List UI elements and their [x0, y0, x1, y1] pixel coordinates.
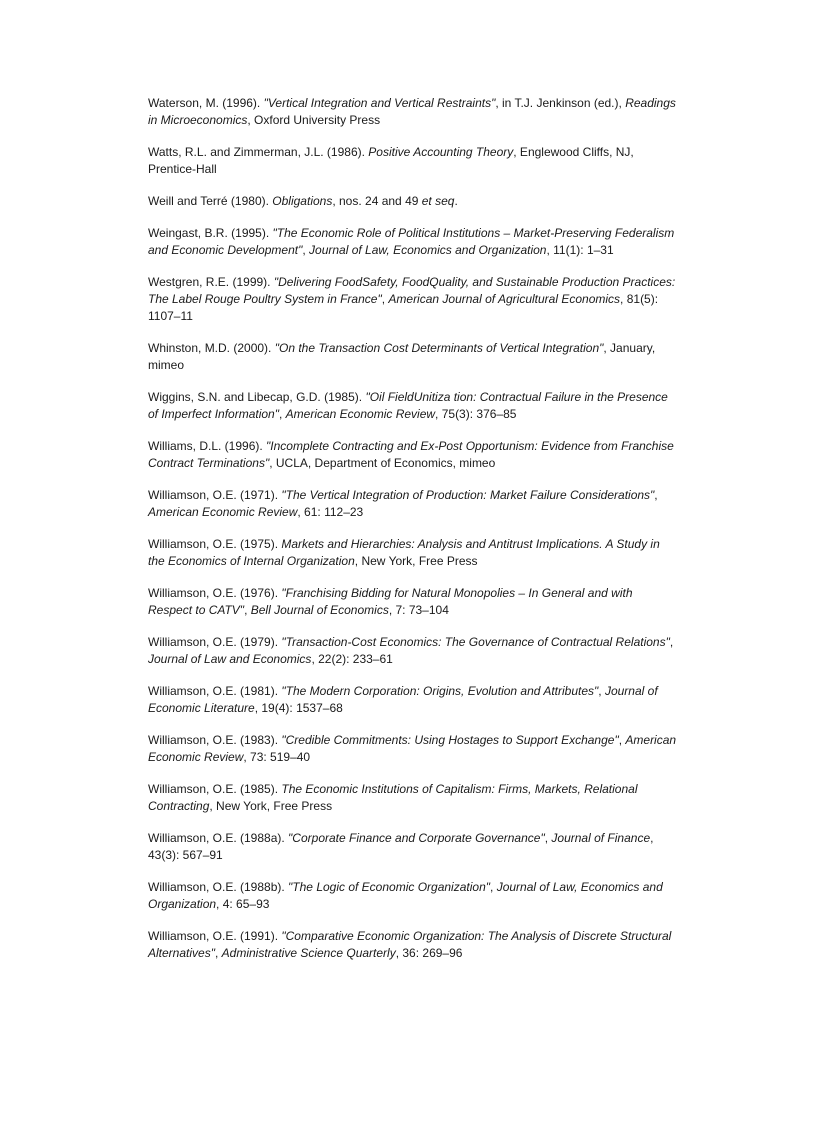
reference-title-italic: et seq [421, 194, 455, 208]
reference-text: . [454, 194, 458, 208]
reference-title-italic: Administrative Science Quarterly [221, 946, 396, 960]
reference-text: Williamson, O.E. (1979). [148, 635, 282, 649]
reference-title-italic: American Economic Review [285, 407, 436, 421]
reference-text: , [598, 684, 605, 698]
reference-text: Williamson, O.E. (1988b). [148, 880, 289, 894]
reference-text: Waterson, M. (1996). [148, 96, 264, 110]
reference-entry [148, 438, 678, 472]
reference-text: , 19(4): 1537–68 [254, 701, 343, 715]
reference-entry [148, 225, 678, 259]
reference-entry [148, 95, 678, 129]
reference-title-italic: Journal of Finance [551, 831, 651, 845]
reference-text: , 22(2): 233–61 [311, 652, 393, 666]
reference-text: Williamson, O.E. (1981). [148, 684, 282, 698]
reference-title-italic: American Journal of Agricultural Economics [388, 292, 621, 306]
reference-text: Williamson, O.E. (1971). [148, 488, 282, 502]
reference-entry [148, 585, 678, 619]
reference-text: , [381, 292, 389, 306]
reference-text: , 7: 73–104 [388, 603, 449, 617]
reference-text: , 61: 112–23 [297, 505, 364, 519]
reference-entry [148, 732, 678, 766]
reference-title-italic: Obligations [272, 194, 333, 208]
reference-entry [148, 634, 678, 668]
reference-text: Wiggins, S.N. and Libecap, G.D. (1985). [148, 390, 366, 404]
reference-entry [148, 879, 678, 913]
reference-text: Williamson, O.E. (1976). [148, 586, 282, 600]
reference-title-italic: "Incomplete Contracting and Ex-Post Opportunism: Evidence from Franchise Contract Terminations" [148, 439, 674, 470]
reference-title-italic: American Economic Review [148, 505, 298, 519]
reference-text: Williamson, O.E. (1975). [148, 537, 282, 551]
reference-title-italic: "The Modern Corporation: Origins, Evolution and Attributes" [281, 684, 599, 698]
reference-title-italic: "Corporate Finance and Corporate Governance" [288, 831, 545, 845]
reference-text: , 11(1): 1–31 [546, 243, 614, 257]
reference-title-italic: "Comparative Economic Organization: The Analysis of Discrete Structural Alternatives" [148, 929, 672, 960]
reference-text: , 36: 269–96 [395, 946, 463, 960]
reference-title-italic: Readings in Microeconomics [148, 96, 676, 127]
reference-entry [148, 389, 678, 423]
reference-text: Weingast, B.R. (1995). [148, 226, 273, 240]
reference-text: , 81(5): 1107–11 [148, 292, 659, 323]
reference-title-italic: Journal of Law, Economics and Organization [148, 880, 663, 911]
reference-title-italic: "Vertical Integration and Vertical Restraints" [263, 96, 496, 110]
reference-entry [148, 781, 678, 815]
reference-text: , in T.J. Jenkinson (ed.), [495, 96, 626, 110]
reference-text: , New York, Free Press [354, 554, 478, 568]
reference-title-italic: American Economic Review [148, 733, 677, 764]
reference-entry [148, 193, 678, 210]
reference-text: , New York, Free Press [209, 799, 333, 813]
reference-entry [148, 536, 678, 570]
reference-title-italic: Positive Accounting Theory [368, 145, 514, 159]
reference-list [148, 95, 678, 977]
reference-text: , nos. 24 and 49 [332, 194, 422, 208]
reference-title-italic: "The Logic of Economic Organization" [288, 880, 491, 894]
reference-title-italic: "Transaction-Cost Economics: The Governance of Contractual Relations" [281, 635, 670, 649]
reference-title-italic: The Economic Institutions of Capitalism: Firms, Markets, Relational Contracting [148, 782, 638, 813]
reference-text: , 73: 519–40 [243, 750, 311, 764]
reference-entry [148, 928, 678, 962]
reference-text: Williams, D.L. (1996). [148, 439, 267, 453]
reference-text: , UCLA, Department of Economics, mimeo [269, 456, 496, 470]
reference-text: , 75(3): 376–85 [435, 407, 517, 421]
reference-title-italic: Bell Journal of Economics [250, 603, 389, 617]
reference-title-italic: Markets and Hierarchies: Analysis and Antitrust Implications. A Study in the Economics of Internal Organization [148, 537, 660, 568]
reference-text: , [490, 880, 497, 894]
reference-text: , [669, 635, 674, 649]
reference-title-italic: "Oil FieldUnitiza tion: Contractual Failure in the Presence of Imperfect Information" [148, 390, 668, 421]
reference-title-italic: Journal of Law, Economics and Organization [309, 243, 547, 257]
reference-entry [148, 274, 678, 325]
reference-text: Watts, R.L. and Zimmerman, J.L. (1986). [148, 145, 369, 159]
reference-title-italic: "Franchising Bidding for Natural Monopolies – In General and with Respect to CATV" [148, 586, 633, 617]
reference-text: , [214, 946, 222, 960]
reference-entry [148, 144, 678, 178]
reference-text: , [278, 407, 286, 421]
reference-title-italic: "The Vertical Integration of Production: Market Failure Considerations" [281, 488, 655, 502]
reference-title-italic: Journal of Economic Literature [148, 684, 658, 715]
reference-entry [148, 830, 678, 864]
reference-text: , 4: 65–93 [216, 897, 270, 911]
reference-text: , [544, 831, 552, 845]
reference-title-italic: Journal of Law and Economics [148, 652, 312, 666]
reference-text: , [244, 603, 251, 617]
reference-text: Williamson, O.E. (1988a). [148, 831, 289, 845]
reference-entry [148, 340, 678, 374]
reference-text: Weill and Terré (1980). [148, 194, 273, 208]
reference-text: Williamson, O.E. (1991). [148, 929, 282, 943]
reference-title-italic: "Credible Commitments: Using Hostages to Support Exchange" [281, 733, 619, 747]
reference-text: , Englewood Cliffs, NJ, Prentice-Hall [148, 145, 634, 176]
reference-text: Whinston, M.D. (2000). [148, 341, 275, 355]
reference-title-italic: "On the Transaction Cost Determinants of Vertical Integration" [274, 341, 604, 355]
reference-text: , [618, 733, 626, 747]
reference-text: Williamson, O.E. (1985). [148, 782, 282, 796]
reference-text: , January, mimeo [148, 341, 656, 372]
reference-text: , [302, 243, 310, 257]
reference-entry [148, 487, 678, 521]
reference-text: , 43(3): 567–91 [148, 831, 654, 862]
reference-text: Westgren, R.E. (1999). [148, 275, 274, 289]
reference-entry [148, 683, 678, 717]
reference-text: , Oxford University Press [247, 113, 381, 127]
reference-text: , [654, 488, 658, 502]
reference-text: Williamson, O.E. (1983). [148, 733, 282, 747]
reference-title-italic: "The Economic Role of Political Institutions – Market-Preserving Federalism and Economic Development" [148, 226, 675, 257]
reference-title-italic: "Delivering FoodSafety, FoodQuality, and Sustainable Production Practices: The Label Rouge Poultry System in France" [148, 275, 676, 306]
